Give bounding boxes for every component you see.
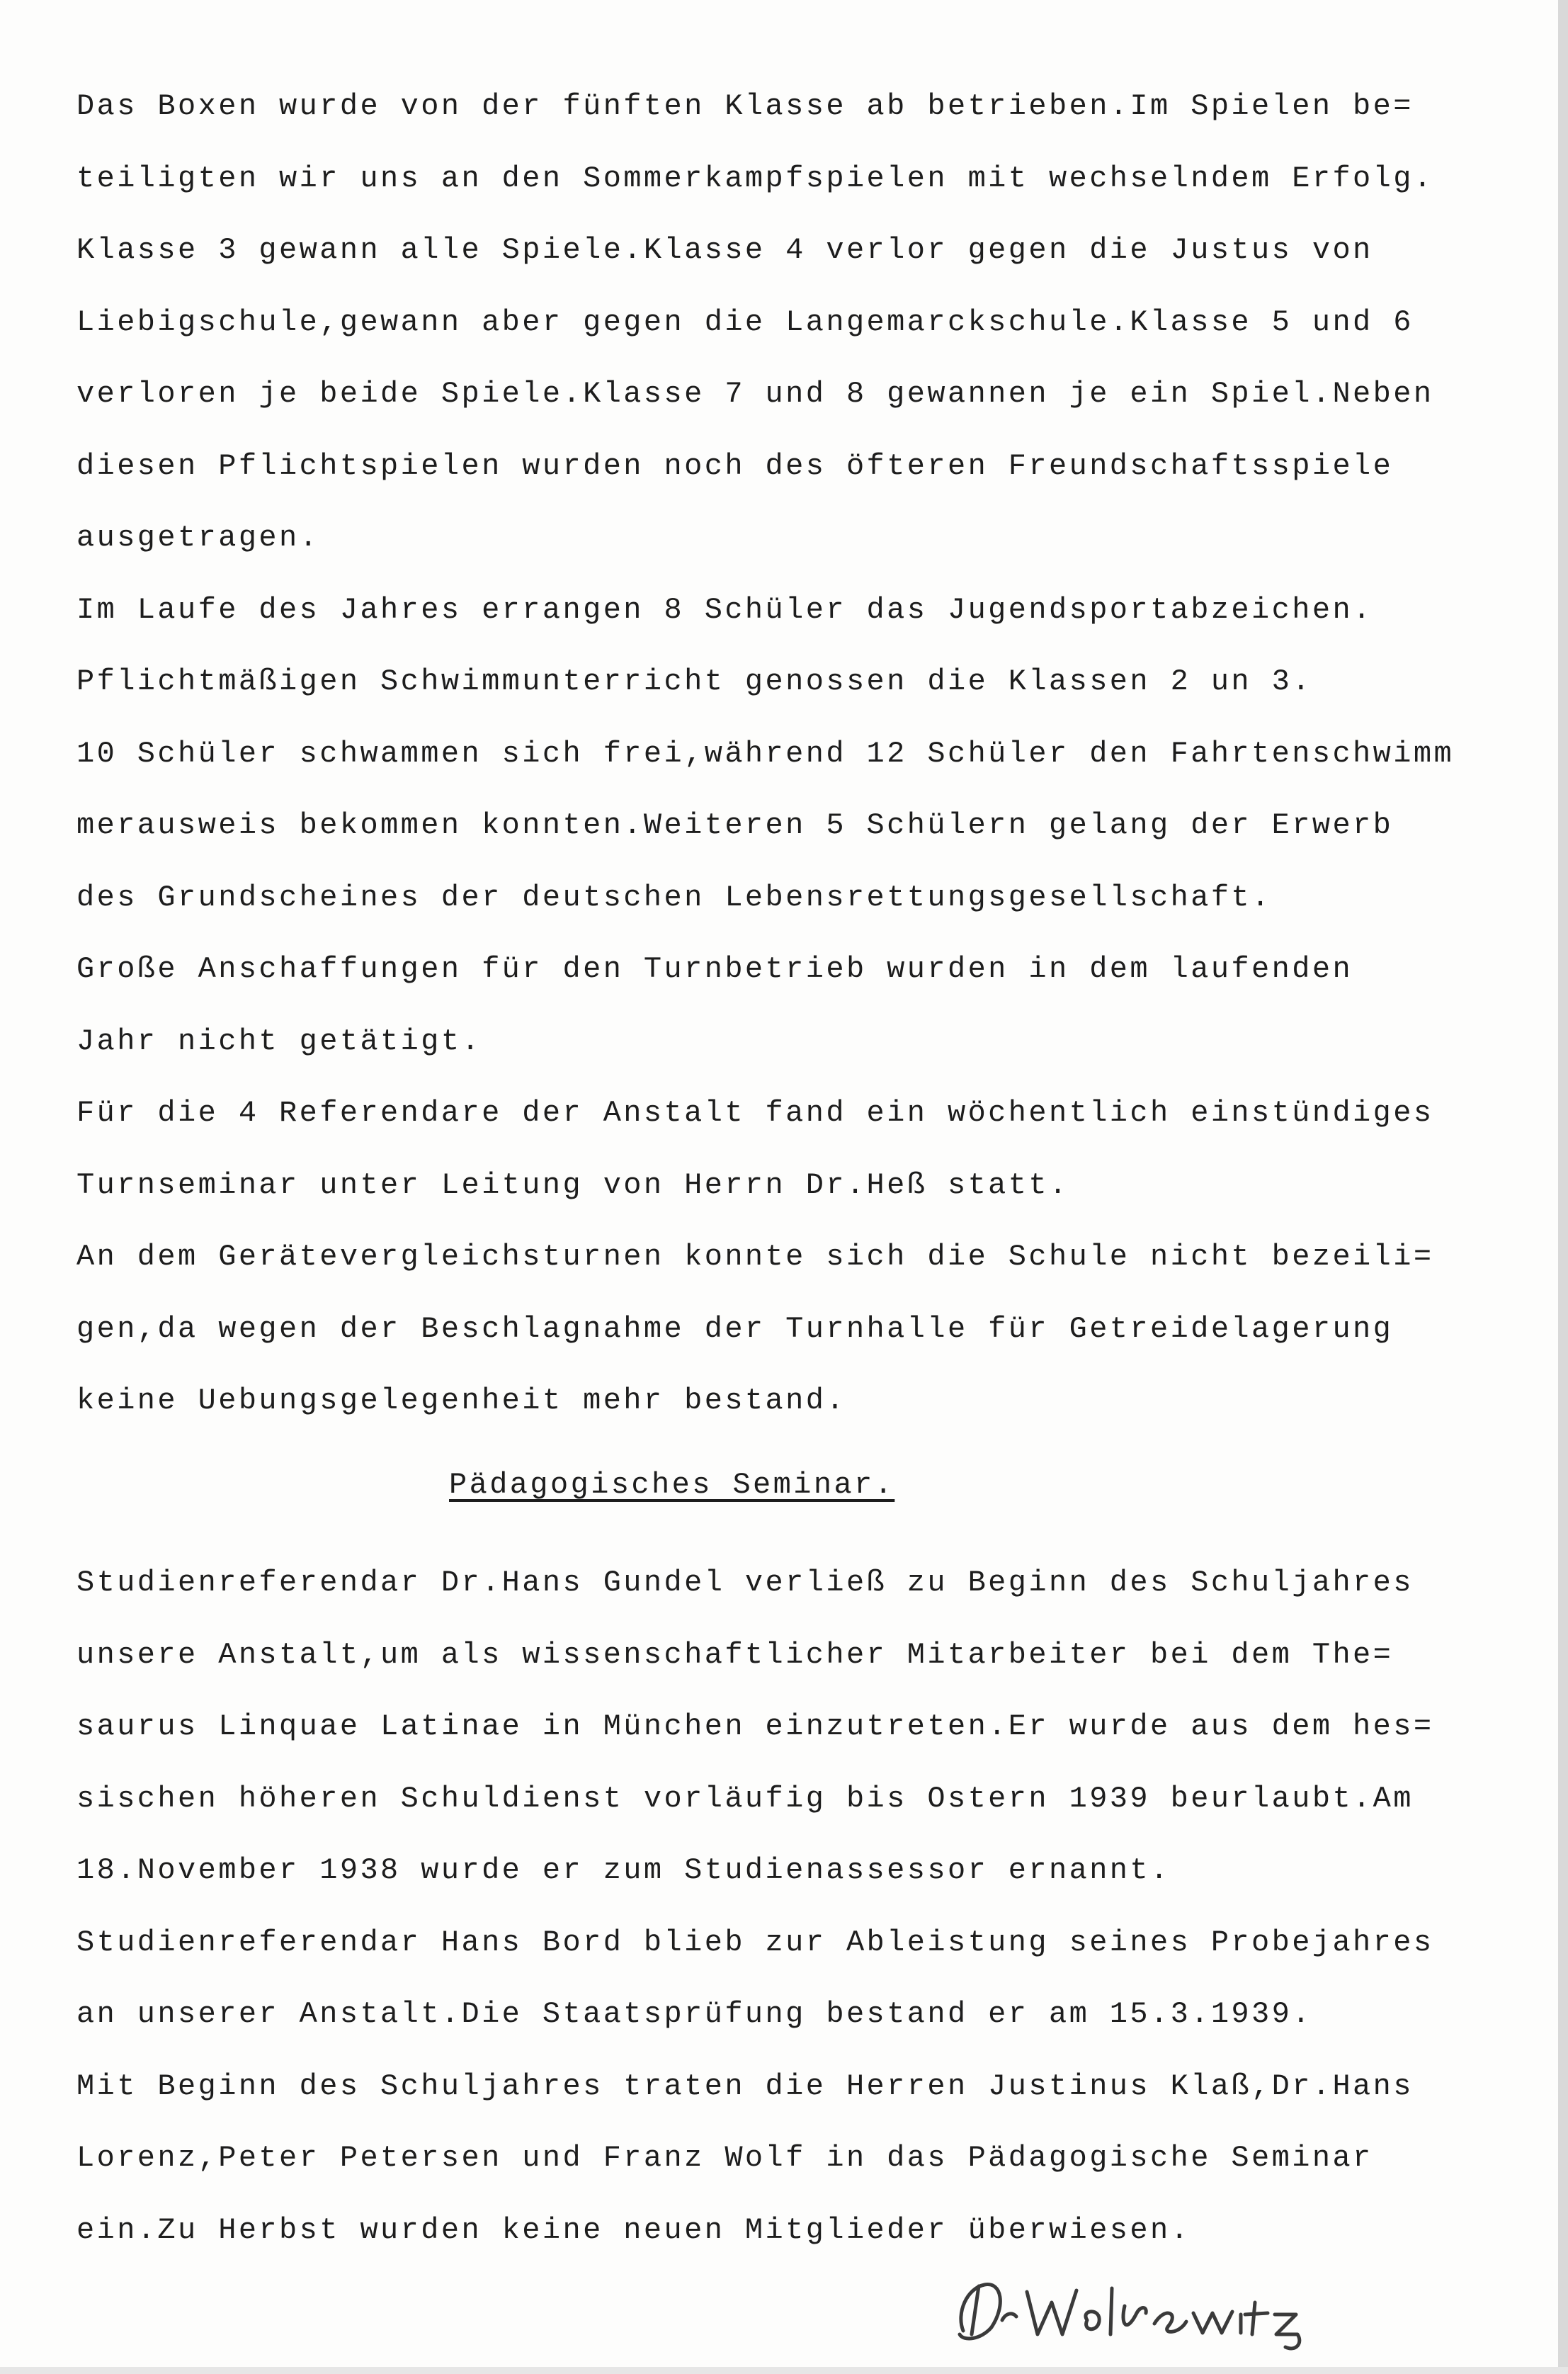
text-line: teiligten wir uns an den Sommerkampfspielen mit wechselndem Erfolg. <box>76 161 1434 196</box>
text-line: Das Boxen wurde von der fünften Klasse ab betrieben.Im Spielen be= <box>76 89 1414 123</box>
text-line: Große Anschaffungen für den Turnbetrieb wurden in dem laufenden <box>76 952 1353 986</box>
text-line: keine Uebungsgelegenheit mehr bestand. <box>76 1384 846 1418</box>
text-line: sischen höheren Schuldienst vorläufig bis Ostern 1939 beurlaubt.Am <box>76 1781 1414 1816</box>
text-line: Turnseminar unter Leitung von Herrn Dr.Heß statt. <box>76 1168 1069 1202</box>
text-line: des Grundscheines der deutschen Lebensrettungsgesellschaft. <box>76 880 1272 915</box>
scan-edge-bottom <box>0 2367 1568 2374</box>
text-line: an unserer Anstalt.Die Staatsprüfung bestand er am 15.3.1939. <box>76 1997 1312 2031</box>
text-line: 18.November 1938 wurde er zum Studienassessor ernannt. <box>76 1853 1171 1887</box>
text-line: Jahr nicht getätigt. <box>76 1024 482 1058</box>
text-line: An dem Gerätevergleichsturnen konnte sich die Schule nicht bezeili= <box>76 1240 1434 1274</box>
paragraph-seminar <box>76 1547 1564 2266</box>
section-heading: Pädagogisches Seminar. <box>449 1468 895 1502</box>
text-line: Mit Beginn des Schuljahres traten die Herren Justinus Klaß,Dr.Hans <box>76 2069 1414 2103</box>
text-line: Für die 4 Referendare der Anstalt fand ein wöchentlich einstündiges <box>76 1096 1434 1130</box>
text-line: Im Laufe des Jahres errangen 8 Schüler das Jugendsportabzeichen. <box>76 592 1373 627</box>
text-line: Lorenz,Peter Petersen und Franz Wolf in das Pädagogische Seminar <box>76 2141 1373 2175</box>
text-line: saurus Linquae Latinae in München einzutreten.Er wurde aus dem hes= <box>76 1709 1434 1743</box>
text-line: Studienreferendar Hans Bord blieb zur Ableistung seines Probejahres <box>76 1925 1434 1960</box>
signature-text: Dr. Wolkewitz <box>935 2263 941 2264</box>
text-line: gen,da wegen der Beschlagnahme der Turnhalle für Getreidelagerung <box>76 1311 1394 1346</box>
text-line: verloren je beide Spiele.Klasse 7 und 8 gewannen je ein Spiel.Neben <box>76 377 1434 411</box>
paragraph-sports-report <box>76 71 1564 1437</box>
text-line: ein.Zu Herbst wurden keine neuen Mitglieder überwiesen. <box>76 2212 1191 2247</box>
text-line: 10 Schüler schwammen sich frei,während 12 Schüler den Fahrtenschwimm <box>76 736 1455 771</box>
text-line: diesen Pflichtspielen wurden noch des öfteren Freundschaftsspiele <box>76 448 1394 483</box>
text-line: Klasse 3 gewann alle Spiele.Klasse 4 verlor gegen die Justus von <box>76 233 1373 267</box>
handwritten-signature <box>935 2263 1374 2356</box>
text-line: Liebigschule,gewann aber gegen die Langemarckschule.Klasse 5 und 6 <box>76 305 1414 339</box>
text-line: Pflichtmäßigen Schwimmunterricht genossen die Klassen 2 un 3. <box>76 665 1312 699</box>
text-line: ausgetragen. <box>76 521 320 555</box>
text-line: unsere Anstalt,um als wissenschaftlicher Mitarbeiter bei dem The= <box>76 1637 1394 1672</box>
text-line: merausweis bekommen konnten.Weiteren 5 Schülern gelang der Erwerb <box>76 808 1394 842</box>
text-line: Studienreferendar Dr.Hans Gundel verließ zu Beginn des Schuljahres <box>76 1566 1414 1600</box>
